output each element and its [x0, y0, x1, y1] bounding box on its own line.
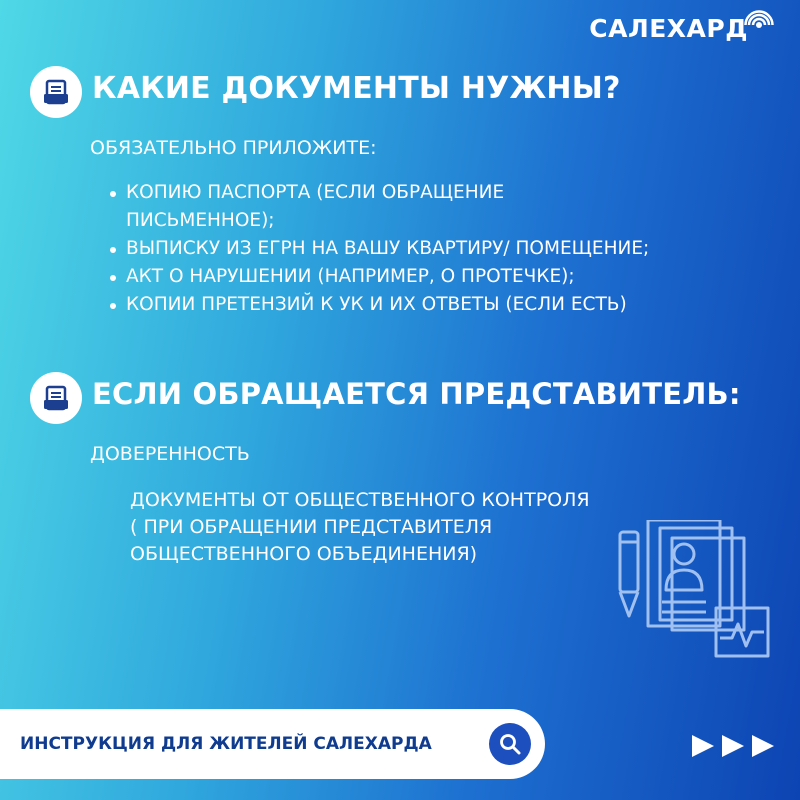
list-item: КОПИЮ ПАСПОРТА (ЕСЛИ ОБРАЩЕНИЕ ПИСЬМЕННОЕ); — [106, 179, 646, 235]
search-icon[interactable] — [489, 723, 531, 765]
documents-illustration-icon — [612, 520, 772, 660]
document-icon — [30, 66, 82, 118]
power-of-attorney-label: ДОВЕРЕННОСТЬ — [90, 443, 250, 465]
list-item: АКТ О НАРУШЕНИИ (НАПРИМЕР, О ПРОТЕЧКЕ); — [106, 263, 786, 291]
required-documents-list — [106, 179, 786, 319]
triple-arrow-icon[interactable] — [692, 733, 778, 759]
section-2-title: ЕСЛИ ОБРАЩАЕТСЯ ПРЕДСТАВИТЕЛЬ: — [92, 377, 741, 411]
brand-name: САЛЕХАРД — [589, 14, 748, 43]
signal-icon — [744, 10, 774, 40]
list-item: КОПИИ ПРЕТЕНЗИЙ К УК И ИХ ОТВЕТЫ (ЕСЛИ ЕСТЬ) — [106, 291, 786, 319]
footer-label: ИНСТРУКЦИЯ ДЛЯ ЖИТЕЛЕЙ САЛЕХАРДА — [20, 734, 432, 754]
footer-bar — [0, 709, 545, 779]
list-item: ВЫПИСКУ ИЗ ЕГРН НА ВАШУ КВАРТИРУ/ ПОМЕЩЕНИЕ; — [106, 235, 666, 263]
section-1-title: КАКИЕ ДОКУМЕНТЫ НУЖНЫ? — [92, 71, 621, 106]
brand-logo — [589, 14, 774, 43]
section-1-subtitle: ОБЯЗАТЕЛЬНО ПРИЛОЖИТЕ: — [90, 137, 377, 159]
document-icon — [30, 372, 82, 424]
public-control-documents-text: ДОКУМЕНТЫ ОТ ОБЩЕСТВЕННОГО КОНТРОЛЯ ( ПРИ ОБРАЩЕНИИ ПРЕДСТАВИТЕЛЯ ОБЩЕСТВЕННОГО ОБЪЕДИНЕНИЯ) — [130, 489, 590, 565]
